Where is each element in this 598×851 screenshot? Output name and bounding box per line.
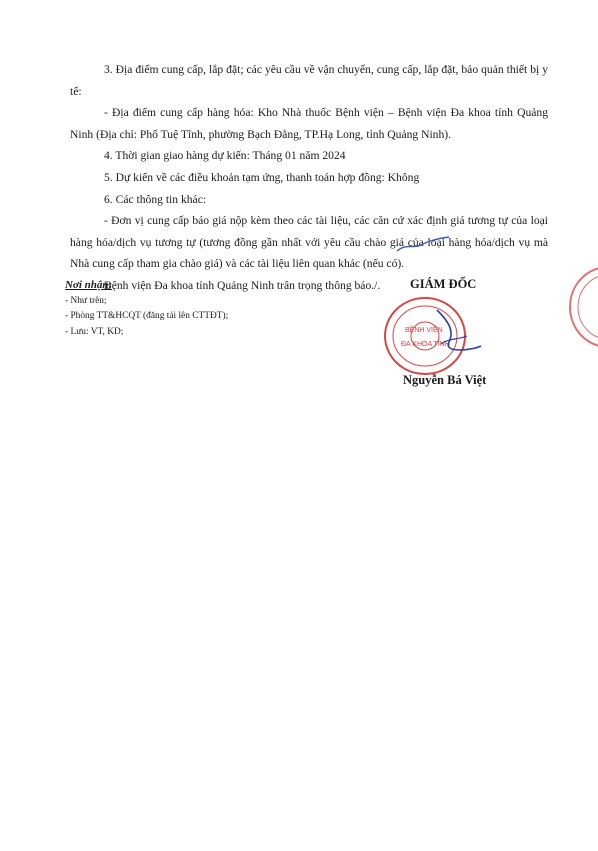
signature-initial-stroke <box>393 229 453 259</box>
paragraph-other-info-heading: 6. Các thông tin khác: <box>104 192 207 206</box>
recipient-item: - Lưu: VT, KD; <box>65 326 124 337</box>
paragraph-closing: Bệnh viện Đa khoa tỉnh Quảng Ninh trân trọng thông báo./. <box>104 278 381 292</box>
document-body <box>70 59 548 297</box>
paragraph-other-info: - Đơn vị cung cấp báo giá nộp kèm theo các tài liệu, các căn cứ xác định giá tương tự của loại hàng hóa/dịch vụ tương tự (tương đồng gần nhất với yêu cầu chào giá của loại hàng hóa/dịch vụ mà Nhà cung cấp tham gia chào giá) và các tài liệu liên quan khác (nếu có). <box>70 214 548 271</box>
partial-seal-edge <box>560 262 598 352</box>
recipients-title: Nơi nhận: <box>65 279 113 291</box>
recipients-block <box>65 278 228 340</box>
paragraph-delivery-time: 4. Thời gian giao hàng dự kiến: Tháng 01 năm 2024 <box>104 149 346 163</box>
paragraph-delivery-address: - Địa điểm cung cấp hàng hóa: Kho Nhà thuốc Bệnh viện – Bệnh viện Đa khoa tỉnh Quảng Ninh (Địa chỉ: Phố Tuệ Tĩnh, phường Bạch Đằng, TP.Hạ Long, tỉnh Quảng Ninh). <box>70 106 548 141</box>
paragraph-payment-terms: 5. Dự kiến về các điều khoản tạm ứng, thanh toán hợp đồng: Không <box>104 170 420 184</box>
official-seal <box>377 290 487 380</box>
recipient-item: - Phòng TT&HCQT (đăng tải lên CTTĐT); <box>65 311 229 321</box>
svg-text:ĐA KHOA TỈNH: ĐA KHOA TỈNH <box>401 341 450 348</box>
signer-name: Nguyễn Bá Việt <box>403 373 487 387</box>
svg-text:BỆNH VIỆN: BỆNH VIỆN <box>405 327 443 334</box>
recipient-item: - Như trên; <box>65 295 107 306</box>
signer-title: GIÁM ĐỐC <box>410 277 477 291</box>
paragraph-delivery-location-heading: 3. Địa điểm cung cấp, lắp đặt; các yêu cầu về vận chuyển, cung cấp, lắp đặt, bảo quản thiết bị y tế: <box>70 63 548 98</box>
